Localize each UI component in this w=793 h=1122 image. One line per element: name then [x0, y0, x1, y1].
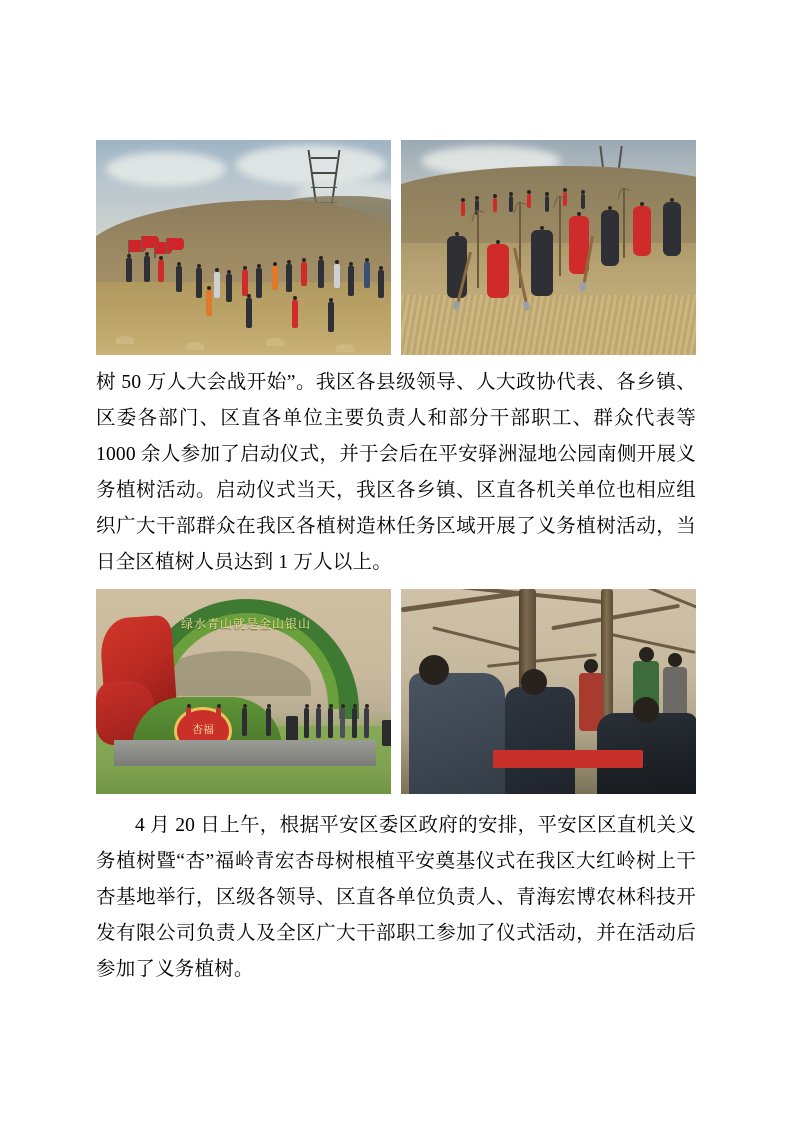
loudspeaker — [382, 720, 391, 746]
arch-slogan-text: 绿水青山就是金山银山 — [180, 617, 311, 631]
person-red-vest — [487, 244, 509, 298]
person — [352, 708, 357, 738]
person — [318, 260, 324, 288]
cloud — [106, 152, 226, 186]
person — [126, 258, 132, 282]
person — [340, 708, 345, 738]
person — [158, 260, 164, 282]
person-red-vest — [633, 206, 651, 256]
person — [242, 270, 248, 296]
loudspeaker — [286, 716, 298, 742]
person-dark-coat — [601, 210, 619, 266]
person — [545, 196, 549, 212]
person — [206, 290, 212, 316]
person — [176, 266, 182, 292]
person — [226, 274, 232, 302]
person-head — [521, 669, 547, 695]
person — [509, 196, 513, 212]
grass — [186, 342, 204, 350]
person — [461, 202, 465, 216]
sapling — [559, 196, 561, 276]
person-head — [584, 659, 598, 673]
paragraph-1: 树 50 万人大会战开始”。我区各县级领导、人大政协代表、各乡镇、区委各部门、区直各单位主要负责人和部分干部职工、群众代表等 1000 余人参加了启动仪式，并于会后在平安驿洲湿地公园南侧开展义务植树活动。启动仪式当天，我区各乡镇、区直各机关单位也相应组织广大干部群众在我区各植树造林任务区域开展了义务植树活动，当日全区植树人员达到 1 万人以上。 — [96, 372, 696, 573]
person-head — [419, 655, 449, 685]
stage-front-edge — [114, 740, 376, 766]
person — [216, 708, 221, 734]
photo-tree-planting-closeup — [401, 589, 696, 794]
person — [242, 708, 247, 736]
grass — [266, 338, 284, 346]
person — [316, 708, 321, 738]
red-flag — [167, 238, 184, 250]
image-row-bottom — [96, 589, 696, 794]
person-head — [633, 697, 659, 723]
document-content — [96, 140, 696, 988]
image-row-top — [96, 140, 696, 355]
person — [286, 264, 292, 292]
person-head — [668, 653, 682, 667]
photo-planting-saplings — [401, 140, 696, 355]
person — [301, 262, 307, 286]
person — [328, 302, 334, 332]
photo-hillside-volunteers — [96, 140, 391, 355]
person — [527, 194, 531, 208]
person — [214, 272, 220, 298]
person — [144, 256, 150, 282]
person — [304, 708, 309, 738]
sapling — [623, 188, 625, 258]
grass — [336, 344, 354, 352]
person-foreground-dark — [505, 687, 575, 794]
person — [272, 266, 278, 290]
paragraph-2: 4 月 20 日上午，根据平安区委区政府的安排，平安区区直机关义务植树暨“杏”福岭青宏杏母树根植平安奠基仪式在我区大红岭树上干杏基地举行，区级各领导、区直各单位负责人、青海宏博农林科技开发有限公司负责人及全区广大干部职工参加了仪式活动，并在活动后参加了义务植树。 — [96, 815, 696, 980]
person — [256, 268, 262, 298]
emblem-badge: 杏福 — [174, 707, 232, 755]
person-dark-coat — [663, 202, 681, 256]
person — [364, 708, 369, 738]
person — [364, 262, 370, 288]
sapling — [477, 210, 479, 288]
person — [266, 708, 271, 736]
person — [328, 708, 333, 738]
person-foreground-gray — [409, 673, 505, 794]
person-dark-coat — [531, 230, 553, 296]
person-head — [639, 647, 654, 662]
grass — [116, 336, 134, 344]
person — [292, 300, 298, 328]
person — [186, 708, 191, 732]
person — [378, 270, 384, 298]
person — [246, 298, 252, 328]
person — [196, 268, 202, 298]
red-banner — [493, 750, 643, 768]
person — [334, 264, 340, 288]
photo-ceremony-stage — [96, 589, 391, 794]
straw-mulch — [401, 295, 696, 355]
person — [493, 198, 497, 212]
person — [348, 266, 354, 296]
person — [581, 194, 585, 209]
